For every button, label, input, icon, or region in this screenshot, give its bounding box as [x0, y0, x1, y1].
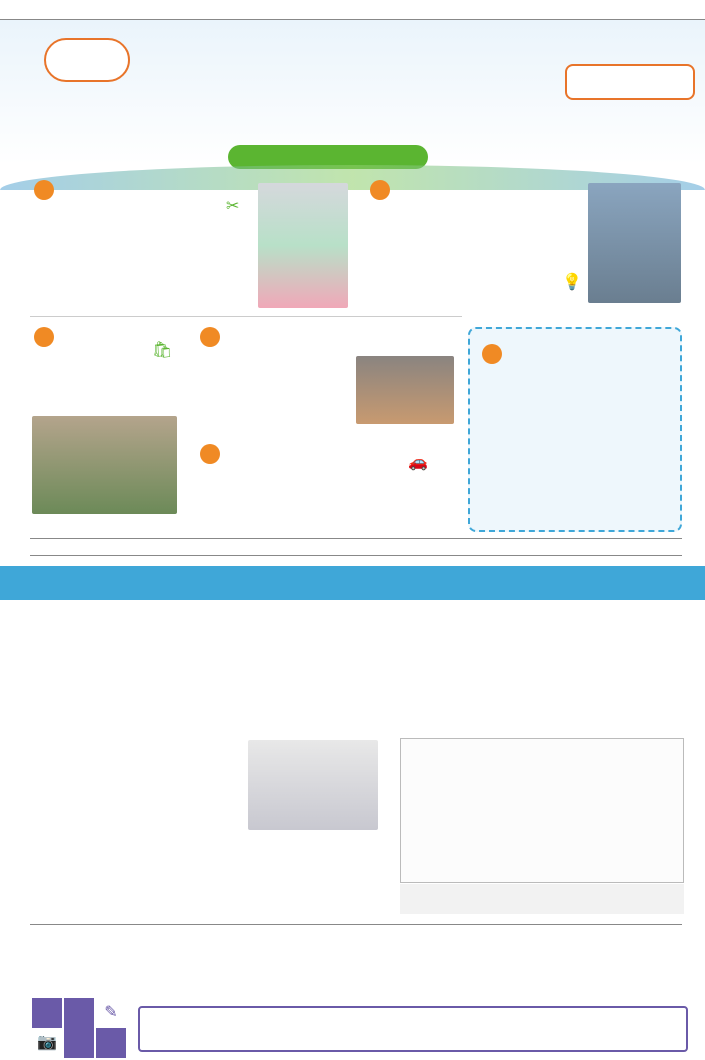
tile-3	[64, 1028, 94, 1058]
co2-chart	[400, 738, 684, 883]
camera-icon: 📷	[37, 1032, 57, 1051]
num-4	[200, 327, 220, 347]
num-1	[34, 180, 54, 200]
contact-1	[30, 538, 682, 556]
bag-icon: 🛍	[152, 340, 173, 359]
car-icon: 🚗	[408, 452, 428, 471]
furniture-photo	[588, 183, 681, 303]
contact-2	[30, 924, 682, 940]
emission-note	[400, 884, 684, 914]
editor-note	[138, 1006, 688, 1052]
editor-tiles	[32, 998, 132, 1058]
goya-notice	[565, 64, 695, 100]
signing-photo	[248, 740, 378, 830]
month-badge	[44, 38, 130, 82]
divider	[30, 316, 462, 317]
lightbulb-icon: 💡	[562, 272, 582, 291]
papermaking-photo	[32, 416, 177, 514]
num-5	[200, 444, 220, 464]
num-2	[370, 180, 390, 200]
pen-icon: ✎	[104, 1002, 118, 1021]
num-3	[34, 327, 54, 347]
origami-photo	[356, 356, 454, 424]
zero-carbon-banner	[0, 566, 705, 600]
lantern-photo	[258, 183, 348, 308]
festival-title	[140, 30, 570, 90]
tile-2	[64, 998, 94, 1028]
page-header	[0, 0, 705, 20]
chart-svg	[401, 739, 685, 884]
num-6	[482, 344, 502, 364]
tile-4	[96, 1028, 126, 1058]
tile-1	[32, 998, 62, 1028]
scissors-icon: ✂	[226, 196, 240, 215]
